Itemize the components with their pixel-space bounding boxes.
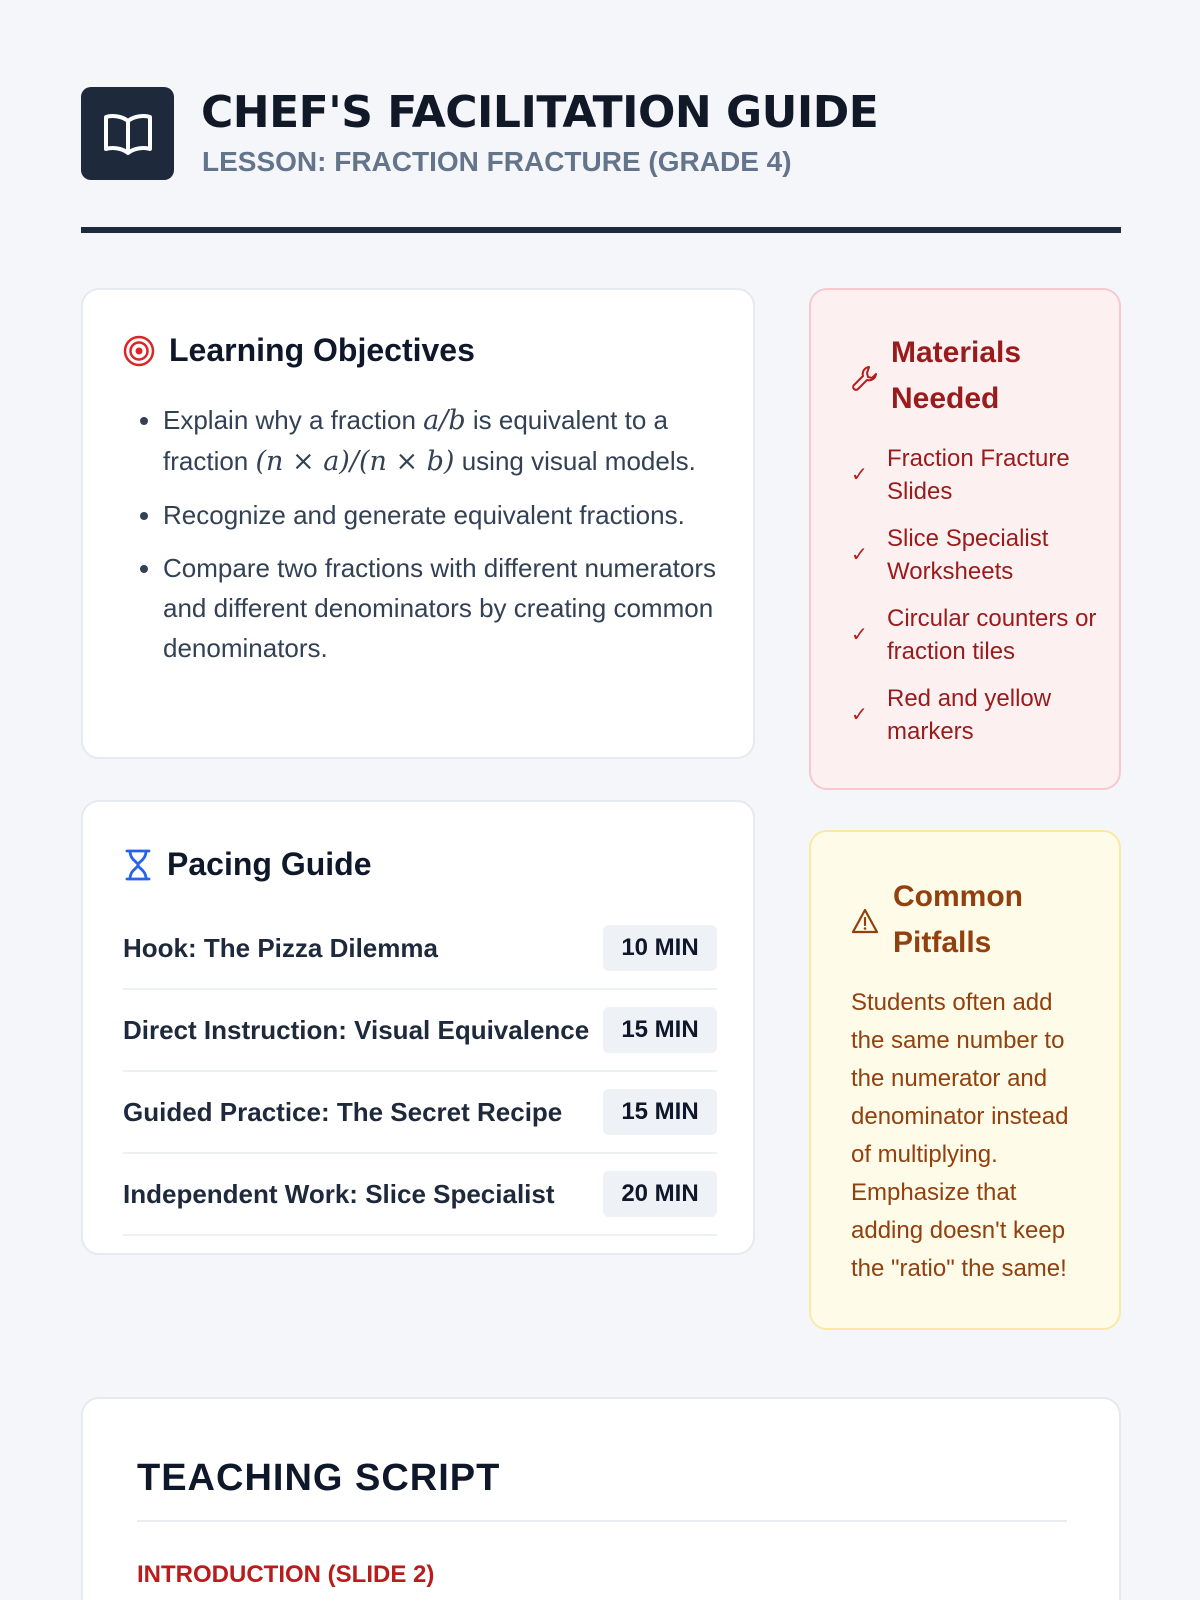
list-item: [851, 522, 1101, 588]
duration-badge: 10 MIN: [603, 925, 717, 971]
logo-badge: [81, 87, 174, 180]
duration-badge: 15 MIN: [603, 1089, 717, 1135]
check-icon: ✓: [851, 543, 868, 566]
pacing-title: Pacing Guide: [167, 846, 372, 882]
pitfalls-title: Common Pitfalls: [893, 880, 1023, 959]
wrench-icon: [851, 364, 879, 392]
warning-icon: [851, 908, 879, 934]
pitfalls-card: [809, 830, 1121, 1330]
pacing-activity: Hook: The Pizza Dilemma: [123, 932, 438, 963]
pitfalls-text: Students often add the same number to the numerator and denominator instead of multiplying. Emphasize that adding doesn't keep the "ratio" the same!: [851, 989, 1069, 1282]
pacing-row: [123, 908, 717, 990]
materials-card: [809, 288, 1121, 790]
objectives-heading: [123, 332, 475, 369]
page-subtitle: LESSON: FRACTION FRACTURE (GRADE 4): [202, 146, 792, 177]
math-expression: a/b: [423, 405, 466, 436]
pacing-activity: Independent Work: Slice Specialist: [123, 1178, 555, 1209]
teaching-script-card: [81, 1397, 1121, 1600]
script-divider: [137, 1520, 1067, 1522]
list-item: • Recognize and generate equivalent fractions.: [163, 495, 723, 535]
open-book-icon: [102, 111, 154, 157]
material-label: Red and yellow markers: [887, 685, 1052, 745]
check-icon: ✓: [851, 623, 868, 646]
check-icon: ✓: [851, 703, 868, 726]
list-item: • Compare two fractions with different numerators and different denominators by creating common denominators.: [163, 548, 723, 668]
materials-list: [851, 442, 1101, 762]
duration-badge: 20 MIN: [603, 1171, 717, 1217]
objective-text: Explain why a fraction: [163, 405, 416, 435]
script-title: TEACHING SCRIPT: [137, 1457, 501, 1499]
pacing-row: [123, 990, 717, 1072]
pacing-row: [123, 1154, 717, 1236]
material-label: Circular counters or fraction tiles: [887, 605, 1097, 665]
objective-text: is equivalent to a fraction: [163, 405, 668, 476]
list-item: [851, 682, 1101, 748]
list-item: [851, 602, 1101, 668]
materials-title: Materials Needed: [891, 336, 1022, 415]
hourglass-icon: [123, 848, 153, 882]
script-section-heading: INTRODUCTION (SLIDE 2): [137, 1561, 435, 1588]
page-title: CHEF'S FACILITATION GUIDE: [201, 87, 879, 138]
pacing-heading: [123, 846, 371, 883]
objective-text: using visual models.: [461, 446, 696, 476]
objectives-title: Learning Objectives: [169, 332, 475, 368]
list-item: [851, 442, 1101, 508]
duration-badge: 15 MIN: [603, 1007, 717, 1053]
pacing-row: [123, 1072, 717, 1154]
list-item: [163, 400, 723, 482]
material-label: Slice Specialist Worksheets: [887, 525, 1049, 585]
header-divider: [81, 227, 1121, 233]
target-icon: [123, 335, 155, 367]
pacing-guide-card: [81, 800, 755, 1255]
learning-objectives-card: [81, 288, 755, 759]
pacing-list: [123, 908, 717, 1236]
objectives-list: [163, 400, 723, 681]
material-label: Fraction Fracture Slides: [887, 445, 1070, 505]
page-header: [81, 87, 1121, 187]
pacing-activity: Guided Practice: The Secret Recipe: [123, 1096, 563, 1127]
pacing-activity: Direct Instruction: Visual Equivalence: [123, 1014, 590, 1045]
math-expression: (n × a)/(n × b): [255, 446, 455, 477]
check-icon: ✓: [851, 463, 868, 486]
